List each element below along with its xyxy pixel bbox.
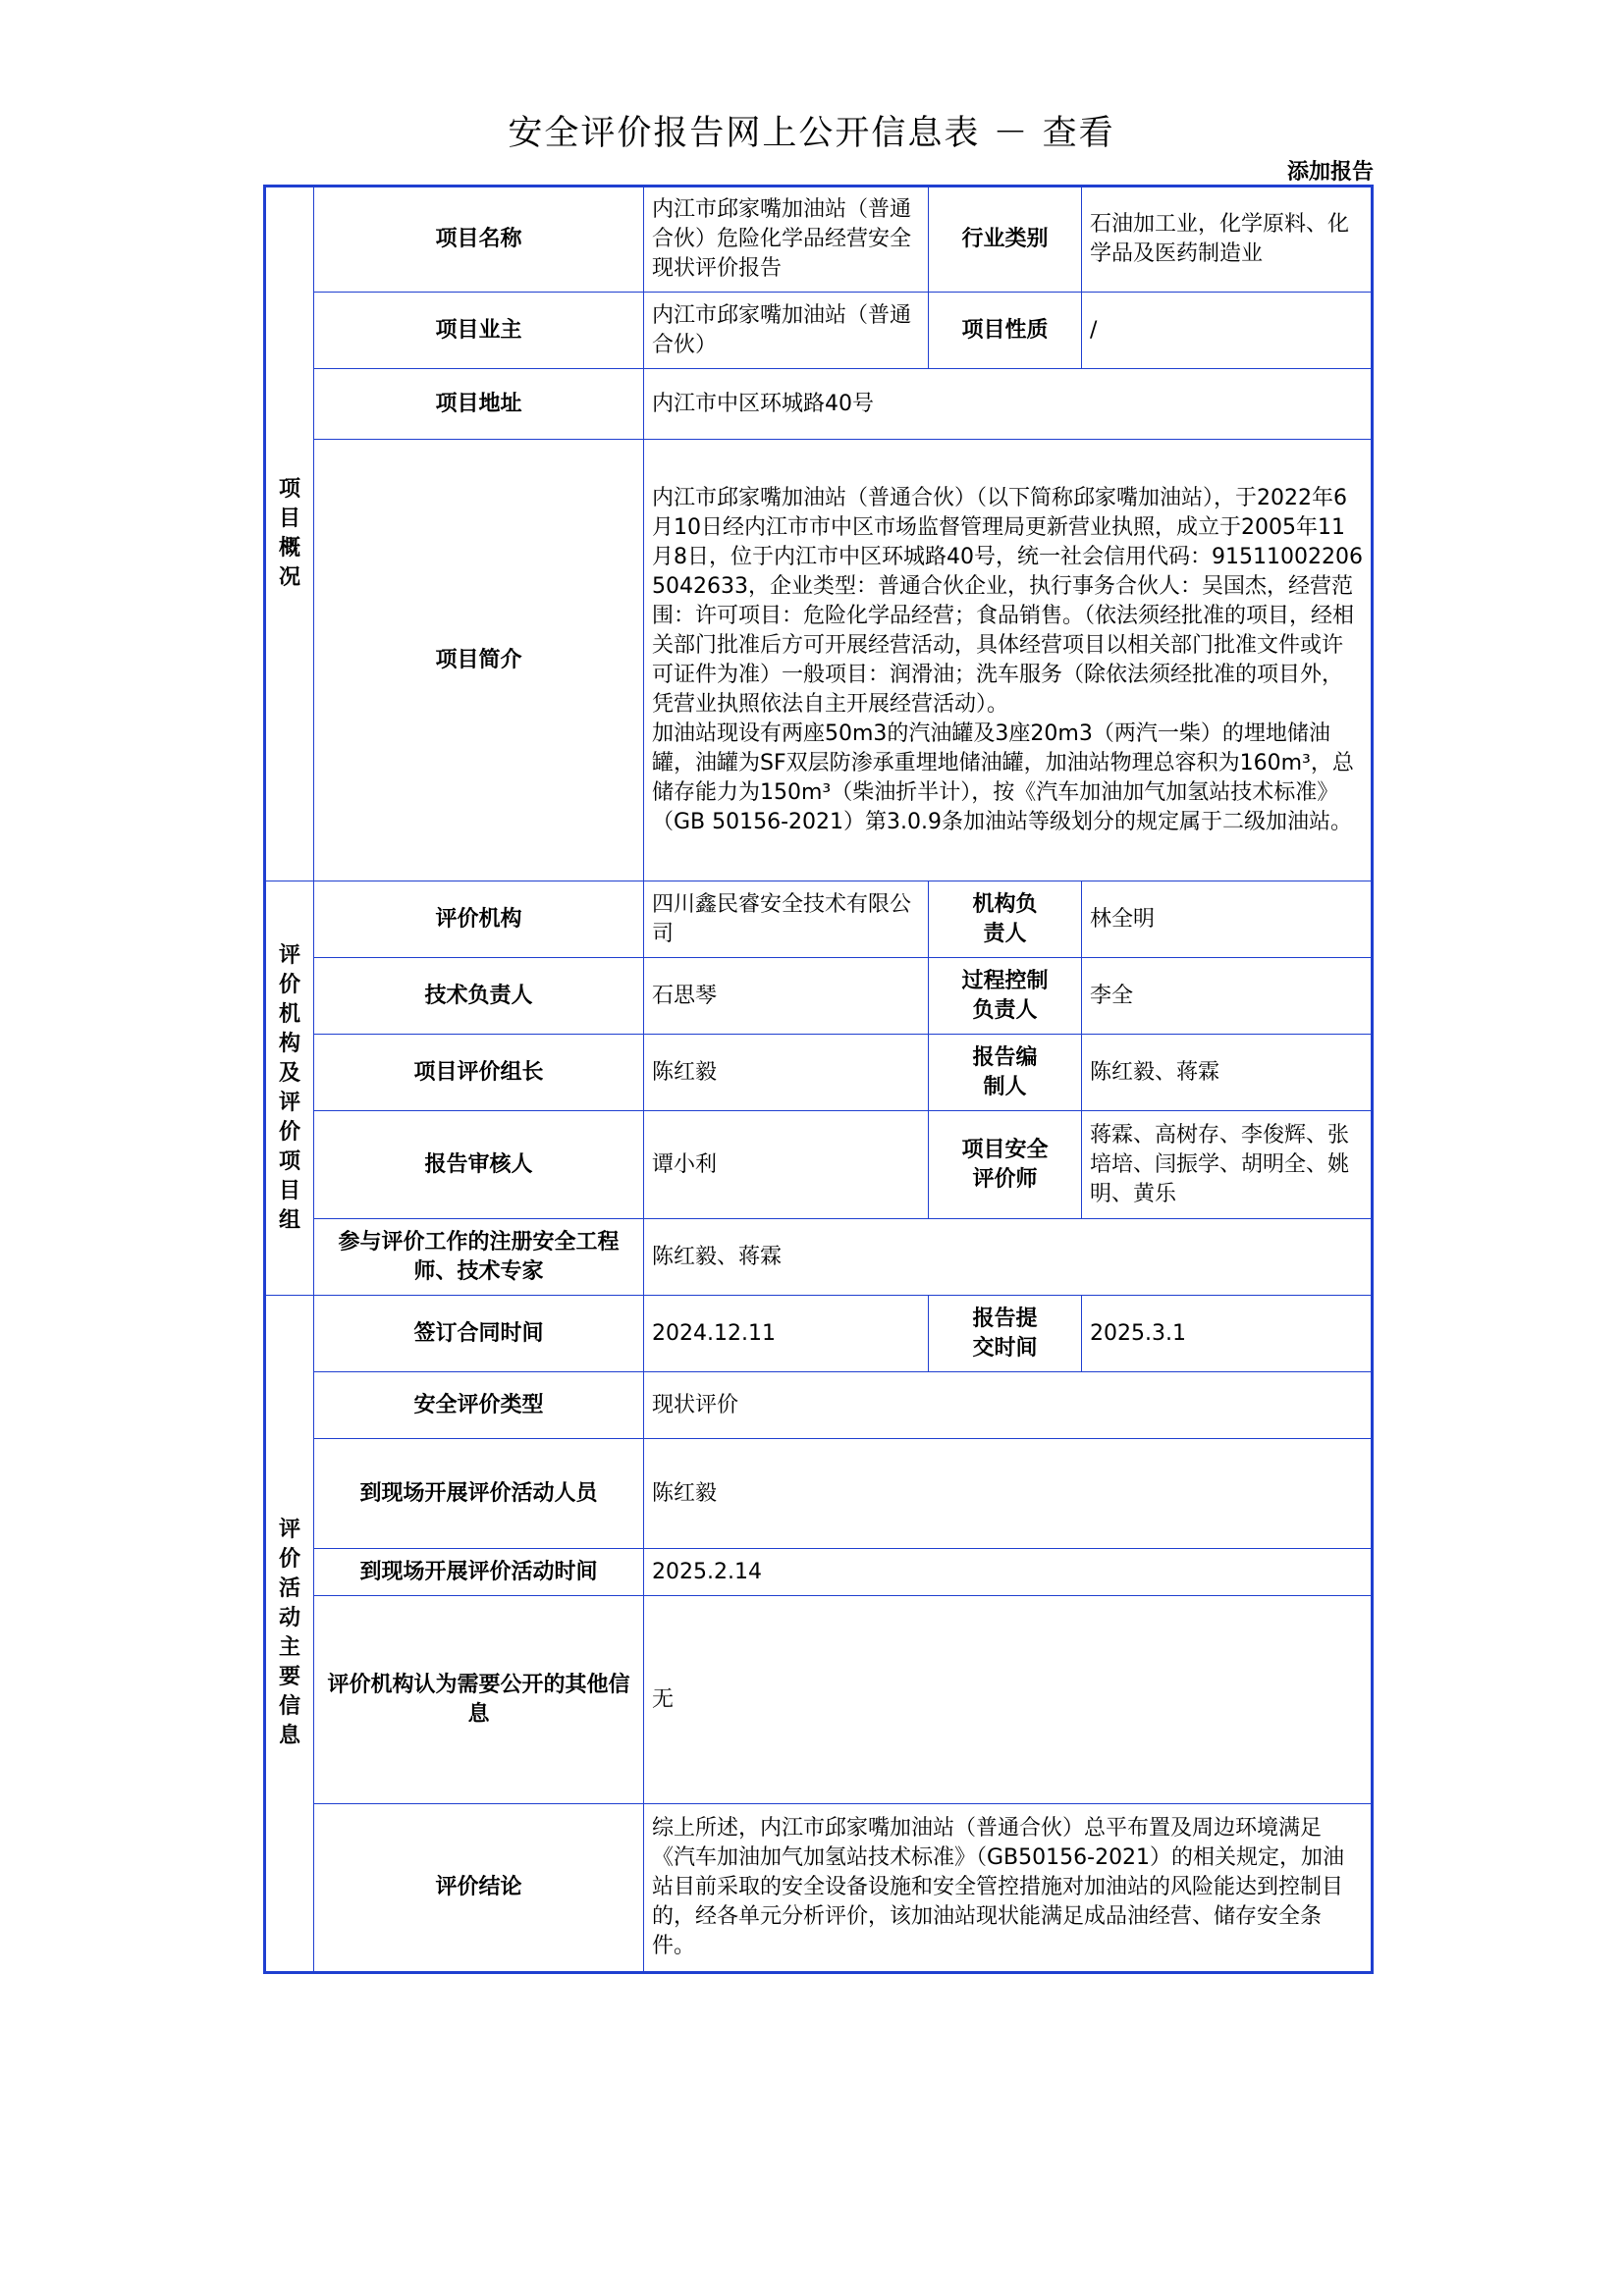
team-leader-label: 项目评价组长	[314, 1035, 644, 1111]
table-row	[265, 187, 1373, 293]
safety-assessors-value: 蒋霖、高树存、李俊辉、张培培、闫振学、胡明全、姚明、黄乐	[1082, 1111, 1373, 1219]
report-author-label: 报告编制人	[929, 1035, 1082, 1111]
submit-date-label: 报告提交时间	[929, 1296, 1082, 1372]
industry-value: 石油加工业，化学原料、化学品及医药制造业	[1082, 187, 1373, 293]
table-row	[265, 1035, 1373, 1111]
owner-label: 项目业主	[314, 293, 644, 369]
table-row	[265, 1219, 1373, 1296]
contract-date-label: 签订合同时间	[314, 1296, 644, 1372]
nature-label: 项目性质	[929, 293, 1082, 369]
eval-org-label: 评价机构	[314, 881, 644, 958]
industry-label: 行业类别	[929, 187, 1082, 293]
address-value: 内江市中区环城路40号	[644, 369, 1373, 440]
nature-value: /	[1082, 293, 1373, 369]
add-report-link[interactable]: 添加报告	[1286, 160, 1374, 185]
org-head-label: 机构负责人	[929, 881, 1082, 958]
tech-head-value: 石思琴	[644, 958, 929, 1035]
other-info-value: 无	[644, 1596, 1373, 1804]
project-name-label: 项目名称	[314, 187, 644, 293]
table-row	[265, 1549, 1373, 1596]
org-head-value: 林全明	[1082, 881, 1373, 958]
section-org: 评价机构及评价项目组	[265, 881, 314, 1296]
table-row	[265, 1372, 1373, 1439]
submit-date-value: 2025.3.1	[1082, 1296, 1373, 1372]
table-row	[265, 440, 1373, 881]
project-name-value: 内江市邱家嘴加油站（普通合伙）危险化学品经营安全现状评价报告	[644, 187, 929, 293]
eval-org-value: 四川鑫民睿安全技术有限公司	[644, 881, 929, 958]
section-activity: 评价活动主要信息	[265, 1296, 314, 1973]
intro-paragraph-1: 内江市邱家嘴加油站（普通合伙）（以下简称邱家嘴加油站），于2022年6月10日经内江市市中区市场监督管理局更新营业执照，成立于2005年11月8日，位于内江市中区环城路40号，统一社会信用代码：915110022065042633，企业类型：普通合伙企业，执行事务合伙人：吴国杰，经营范围：许可项目：危险化学品经营；食品销售。（依法须经批准的项目，经相关部门批准后方可开展经营活动，具体经营项目以相关部门批准文件或许可证件为准）一般项目：润滑油；洗车服务（除依法须经批准的项目外，凭营业执照依法自主开展经营活动）。	[652, 485, 1363, 717]
other-info-label: 评价机构认为需要公开的其他信息	[314, 1596, 644, 1804]
experts-label: 参与评价工作的注册安全工程师、技术专家	[314, 1219, 644, 1296]
contract-date-value: 2024.12.11	[644, 1296, 929, 1372]
reviewer-label: 报告审核人	[314, 1111, 644, 1219]
table-row	[265, 369, 1373, 440]
report-author-value: 陈红毅、蒋霖	[1082, 1035, 1373, 1111]
table-row	[265, 881, 1373, 958]
intro-value	[644, 440, 1373, 881]
reviewer-value: 谭小利	[644, 1111, 929, 1219]
eval-type-value: 现状评价	[644, 1372, 1373, 1439]
table-row	[265, 1439, 1373, 1549]
process-head-label: 过程控制负责人	[929, 958, 1082, 1035]
table-row	[265, 1596, 1373, 1804]
section-overview: 项目概况	[265, 187, 314, 881]
site-people-label: 到现场开展评价活动人员	[314, 1439, 644, 1549]
page-title: 安全评价报告网上公开信息表 － 查看	[508, 114, 1115, 153]
team-leader-value: 陈红毅	[644, 1035, 929, 1111]
table-row	[265, 958, 1373, 1035]
eval-type-label: 安全评价类型	[314, 1372, 644, 1439]
conclusion-value: 综上所述，内江市邱家嘴加油站（普通合伙）总平布置及周边环境满足《汽车加油加气加氢站技术标准》（GB50156-2021）的相关规定，加油站目前采取的安全设备设施和安全管控措施对加油站的风险能达到控制目的，经各单元分析评价，该加油站现状能满足成品油经营、储存安全条件。	[644, 1804, 1373, 1973]
site-people-value: 陈红毅	[644, 1439, 1373, 1549]
table-row	[265, 1111, 1373, 1219]
tech-head-label: 技术负责人	[314, 958, 644, 1035]
process-head-value: 李全	[1082, 958, 1373, 1035]
address-label: 项目地址	[314, 369, 644, 440]
experts-value: 陈红毅、蒋霖	[644, 1219, 1373, 1296]
site-time-label: 到现场开展评价活动时间	[314, 1549, 644, 1596]
intro-label: 项目简介	[314, 440, 644, 881]
owner-value: 内江市邱家嘴加油站（普通合伙）	[644, 293, 929, 369]
safety-assessors-label: 项目安全评价师	[929, 1111, 1082, 1219]
table-row	[265, 293, 1373, 369]
table-row	[265, 1804, 1373, 1973]
conclusion-label: 评价结论	[314, 1804, 644, 1973]
table-row	[265, 1296, 1373, 1372]
site-time-value: 2025.2.14	[644, 1549, 1373, 1596]
info-table	[263, 185, 1374, 1974]
intro-paragraph-2: 加油站现设有两座50m3的汽油罐及3座20m3（两汽一柴）的埋地储油罐，油罐为SF双层防渗承重埋地储油罐，加油站物理总容积为160m³，总储存能力为150m³（柴油折半计），按《汽车加油加气加氢站技术标准》（GB 50156-2021）第3.0.9条加油站等级划分的规定属于二级加油站。	[652, 721, 1354, 834]
